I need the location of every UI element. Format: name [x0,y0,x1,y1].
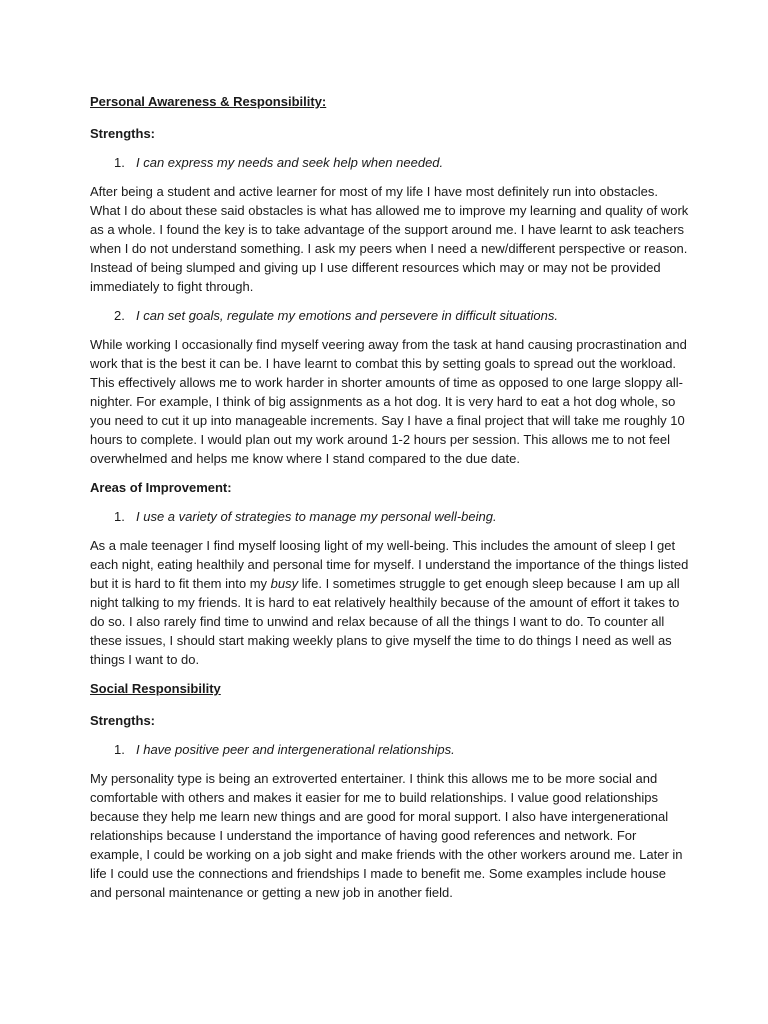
strengths-heading: Strengths: [90,126,155,141]
paragraph: My personality type is being an extroverted entertainer. I think this allows me to be more social and comfortable with others and makes it easier for me to build relationships. I value good relationships because they help me learn new things and are good for moral support. I also have intergenerational relationships because I understand the importance of having good references and network. For example, I could be working on a job sight and make friends with the other workers around me. Later in life I could use the connections and friendships I made to benefit me. Some examples include house and personal maintenance or getting a new job in another field. [90,771,683,900]
list-item-text: I can express my needs and seek help when needed. [136,155,444,170]
list-item [90,507,690,526]
paragraph: After being a student and active learner for most of my life I have most definitely run into obstacles. What I do about these said obstacles is what has allowed me to improve my learning and quality of work as a whole. I found the key is to take advantage of the support around me. I have learnt to ask teachers when I do not understand something. I ask my peers when I need a new/different perspective or reason. Instead of being slumped and giving up I use different resources which may or may not be provided immediately to fight through. [90,184,689,294]
section-title-personal-awareness: Personal Awareness & Responsibility: [90,94,327,109]
paragraph-text: life. I sometimes struggle to get enough sleep because I am up all night talking to my friends. It is hard to eat relatively healthily because of the amount of effort it takes to do so. I also rarely find time to unwind and relax because of all the things I want to do. To counter all these issues, I should start making weekly plans to give myself the time to do things I need as well as things I want to do. [90,576,680,667]
list-item-number: 1. [114,155,125,170]
list-item-number: 1. [114,742,125,757]
list-item [90,153,690,172]
list-item [90,306,690,325]
list-item-text: I can set goals, regulate my emotions and persevere in difficult situations. [136,308,558,323]
list-item [90,740,690,759]
paragraph-text: As a male teenager I find myself loosing light of my well-being. This includes the amount of sleep I get each night, eating healthily and personal time for myself. I understand the importance of the things listed but it is hard to fit them into my [90,538,689,591]
emphasis-text: busy [270,576,299,591]
areas-of-improvement-heading: Areas of Improvement: [90,480,232,495]
list-item-text: I use a variety of strategies to manage my personal well-being. [136,509,497,524]
list-item-number: 2. [114,308,125,323]
list-item-text: I have positive peer and intergenerational relationships. [136,742,455,757]
paragraph [90,536,690,669]
paragraph: While working I occasionally find myself veering away from the task at hand causing procrastination and work that is the best it can be. I have learnt to combat this by setting goals to spread out the workload. This effectively allows me to work harder in shorter amounts of time as opposed to one large sloppy all-nighter. For example, I think of big assignments as a hot dog. It is very hard to eat a hot dog whole, so you need to cut it up into manageable increments. Say I have a final project that will take me roughly 10 hours to complete. I would plan out my work around 1-2 hours per session. This allows me to not feel overwhelmed and helps me know where I stand compared to the due date. [90,337,687,466]
strengths-heading: Strengths: [90,713,155,728]
section-title-social-responsibility: Social Responsibility [90,681,221,696]
document-page [90,92,690,912]
list-item-number: 1. [114,509,125,524]
